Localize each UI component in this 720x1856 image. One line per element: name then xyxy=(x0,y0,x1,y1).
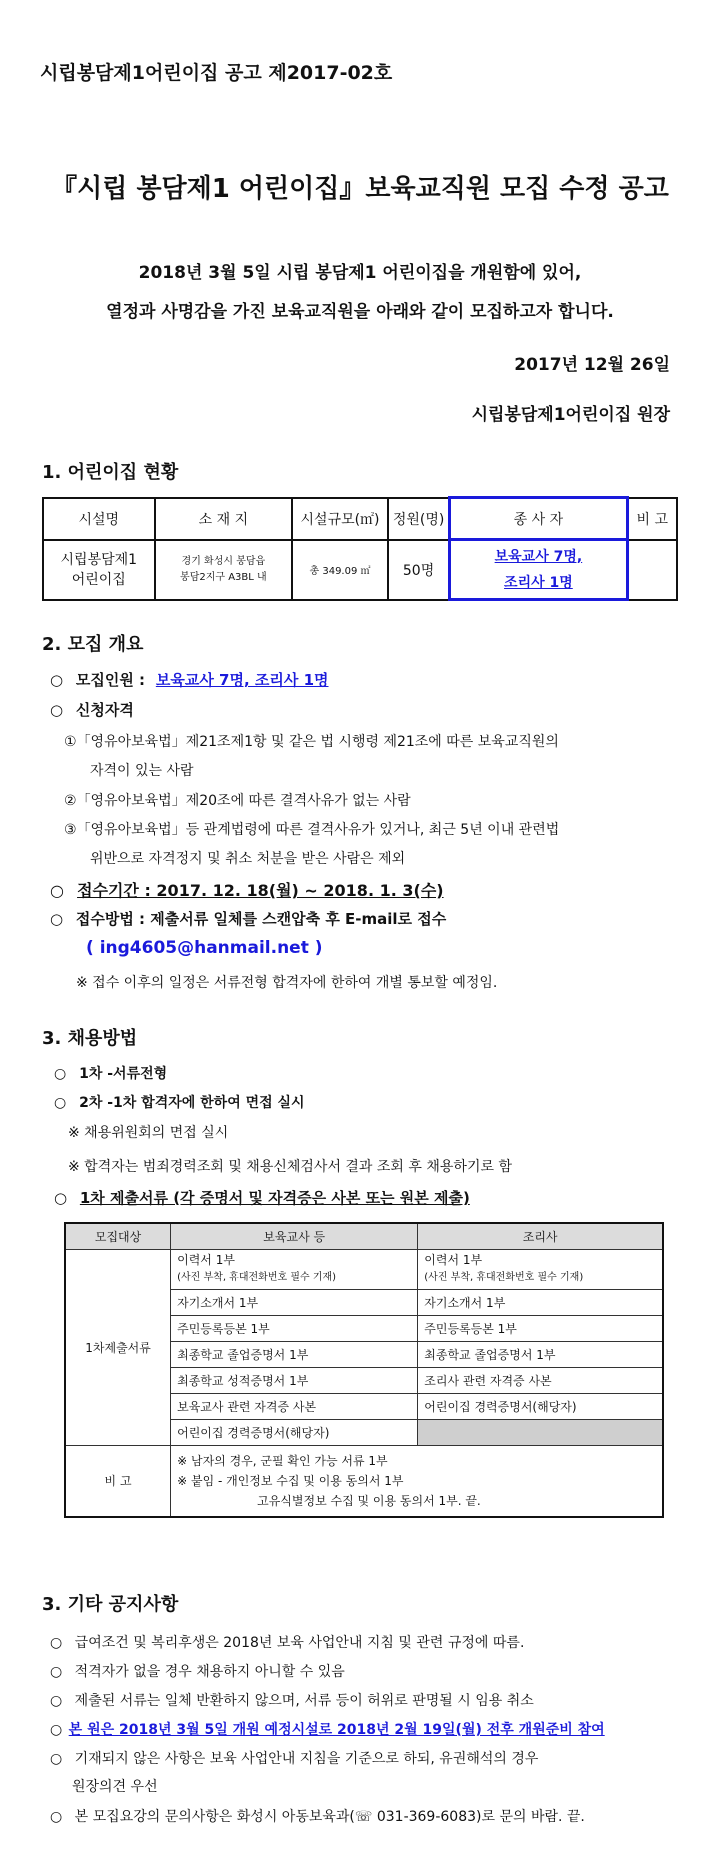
qualification-line xyxy=(50,699,134,720)
qualification-3-cont: 위반으로 자격정지 및 취소 처분을 받은 사람은 제외 xyxy=(90,851,406,867)
bullet-icon: ○ xyxy=(50,1635,63,1651)
facility-table xyxy=(42,496,678,601)
remarks: ※ 남자의 경우, 군필 확인 가능 서류 1부 ※ 붙임 - 개인정보 수집 및 이용 동의서 1부 고유식별정보 수집 및 이용 동의서 1부. 끝. xyxy=(171,1445,663,1517)
section3-heading: 3. 채용방법 xyxy=(42,1028,138,1049)
docs-row-label: 1차제출서류 xyxy=(65,1249,171,1445)
docs-heading: 1차 제출서류 (각 증명서 및 자격증은 사본 또는 원본 제출) xyxy=(79,1189,470,1207)
bullet-icon: ○ xyxy=(50,671,64,689)
cook-doc-1: 이력서 1부 (사진 부착, 휴대전화번호 필수 기재) xyxy=(418,1249,663,1289)
docs-header-teacher: 보육교사 등 xyxy=(171,1223,418,1249)
facility-capacity: 50명 xyxy=(388,540,450,600)
page-title: 『시립 봉담제1 어린이집』보육교직원 모집 수정 공고 xyxy=(51,174,669,204)
teacher-doc-7: 어린이집 경력증명서(해당자) xyxy=(171,1419,418,1445)
teacher-doc-5: 최종학교 성적증명서 1부 xyxy=(171,1367,418,1393)
intro-line-2: 열정과 사명감을 가진 보육교직원을 아래와 같이 모집하고자 합니다. xyxy=(106,302,614,322)
cook-doc-7 xyxy=(418,1419,663,1445)
docs-heading-line xyxy=(54,1187,470,1208)
teacher-doc-1: 이력서 1부 (사진 부착, 휴대전화번호 필수 기재) xyxy=(171,1249,418,1289)
bullet-icon: ○ xyxy=(50,881,64,900)
period-line xyxy=(50,878,444,901)
notice-date: 2017년 12월 26일 xyxy=(514,355,670,375)
qualification-1: ①「영유아보육법」제21조제1항 및 같은 법 시행령 제21조에 따른 보육교직원의 xyxy=(64,734,559,750)
step-1: ○ 1차 -서류전형 xyxy=(54,1066,168,1082)
facility-name: 시립봉담제1 어린이집 xyxy=(43,540,155,600)
bullet-icon: ○ xyxy=(50,1693,63,1709)
notice-number: 시립봉담제1어린이집 공고 제2017-02호 xyxy=(40,62,393,84)
bullet-icon: ○ xyxy=(50,1722,63,1738)
teacher-doc-2: 자기소개서 1부 xyxy=(171,1289,418,1315)
step-2: ○ 2차 -1차 합격자에 한하여 면접 실시 xyxy=(54,1095,305,1111)
teacher-doc-4: 최종학교 졸업증명서 1부 xyxy=(171,1341,418,1367)
bullet-icon: ○ xyxy=(54,1066,67,1082)
remark-label: 비 고 xyxy=(65,1445,171,1517)
bullet-icon: ○ xyxy=(54,1095,67,1111)
notice-item-3: ○ 제출된 서류는 일체 반환하지 않으며, 서류 등이 허위로 판명될 시 임용 취소 xyxy=(50,1693,534,1709)
notice-item-2: ○ 적격자가 없을 경우 채용하지 아니할 수 있음 xyxy=(50,1664,345,1680)
bullet-icon: ○ xyxy=(50,701,64,719)
cook-doc-2: 자기소개서 1부 xyxy=(418,1289,663,1315)
cook-doc-3: 주민등록등본 1부 xyxy=(418,1315,663,1341)
facility-size: 총 349.09 ㎡ xyxy=(292,540,388,600)
section1-heading: 1. 어린이집 현황 xyxy=(42,462,179,483)
qualification-label: 신청자격 xyxy=(75,701,134,719)
teacher-doc-3: 주민등록등본 1부 xyxy=(171,1315,418,1341)
bullet-icon: ○ xyxy=(54,1189,68,1207)
cook-doc-4: 최종학교 졸업증명서 1부 xyxy=(418,1341,663,1367)
documents-table xyxy=(64,1222,664,1518)
teacher-doc-6: 보육교사 관련 자격증 사본 xyxy=(171,1393,418,1419)
cook-doc-6: 어린이집 경력증명서(해당자) xyxy=(418,1393,663,1419)
signer: 시립봉담제1어린이집 원장 xyxy=(471,405,670,425)
contact-email[interactable]: ( ing4605@hanmail.net ) xyxy=(86,938,323,958)
header-note: 비 고 xyxy=(627,498,677,540)
qualification-1-cont: 자격이 있는 사람 xyxy=(90,763,194,779)
header-staff: 종 사 자 xyxy=(450,498,627,540)
application-period: 접수기간 : 2017. 12. 18(월) ~ 2018. 1. 3(수) xyxy=(77,881,444,900)
section2-heading: 2. 모집 개요 xyxy=(42,634,144,655)
cook-doc-5: 조리사 관련 자격증 사본 xyxy=(418,1367,663,1393)
header-name: 시설명 xyxy=(43,498,155,540)
facility-staff: 보육교사 7명, 조리사 1명 xyxy=(450,540,627,600)
qualification-2: ②「영유아보육법」제20조에 따른 결격사유가 없는 사람 xyxy=(64,793,411,809)
recruit-label: 모집인원 : xyxy=(75,671,146,689)
recruit-line xyxy=(50,669,329,690)
qualification-3: ③「영유아보육법」등 관계법령에 따른 결격사유가 있거나, 최근 5년 이내 관련법 xyxy=(64,822,560,838)
notice-item-6: ○ 본 모집요강의 문의사항은 화성시 아동보육과(☏ 031-369-6083)로 문의 바람. 끝. xyxy=(50,1809,585,1825)
recruit-value: 보육교사 7명, 조리사 1명 xyxy=(155,671,329,689)
bullet-icon: ○ xyxy=(50,910,64,928)
method-note-1: ※ 채용위원회의 면접 실시 xyxy=(68,1125,229,1141)
section4-heading: 3. 기타 공지사항 xyxy=(42,1594,179,1615)
method-line xyxy=(50,908,446,929)
docs-header-cook: 조리사 xyxy=(418,1223,663,1249)
docs-header-target: 모집대상 xyxy=(65,1223,171,1249)
facility-note xyxy=(627,540,677,600)
header-size: 시설규모(㎡) xyxy=(292,498,388,540)
bullet-icon: ○ xyxy=(50,1751,63,1767)
header-capacity: 정원(명) xyxy=(388,498,450,540)
notice-item-5: ○ 기재되지 않은 사항은 보육 사업안내 지침을 기준으로 하되, 유권해석의 경우 xyxy=(50,1751,539,1767)
notice-item-1: ○ 급여조건 및 복리후생은 2018년 보육 사업안내 지침 및 관련 규정에 따름. xyxy=(50,1635,525,1651)
bullet-icon: ○ xyxy=(50,1664,63,1680)
facility-location: 경기 화성시 봉담읍 봉담2지구 A3BL 내 xyxy=(155,540,293,600)
notice-item-5-cont: 원장의견 우선 xyxy=(72,1779,158,1795)
method-note-2: ※ 합격자는 범죄경력조회 및 채용신체검사서 결과 조회 후 채용하기로 함 xyxy=(68,1159,512,1175)
bullet-icon: ○ xyxy=(50,1809,63,1825)
intro-line-1: 2018년 3월 5일 시립 봉담제1 어린이집을 개원함에 있어, xyxy=(138,263,582,283)
schedule-note: ※ 접수 이후의 일정은 서류전형 합격자에 한하여 개별 통보할 예정임. xyxy=(76,975,498,991)
application-method: 접수방법 : 제출서류 일체를 스캔압축 후 E-mail로 접수 xyxy=(75,910,447,928)
notice-item-4: ○ 본 원은 2018년 3월 5일 개원 예정시설로 2018년 2월 19일(월) 전후 개원준비 참여 xyxy=(50,1722,605,1738)
header-location: 소 재 지 xyxy=(155,498,293,540)
